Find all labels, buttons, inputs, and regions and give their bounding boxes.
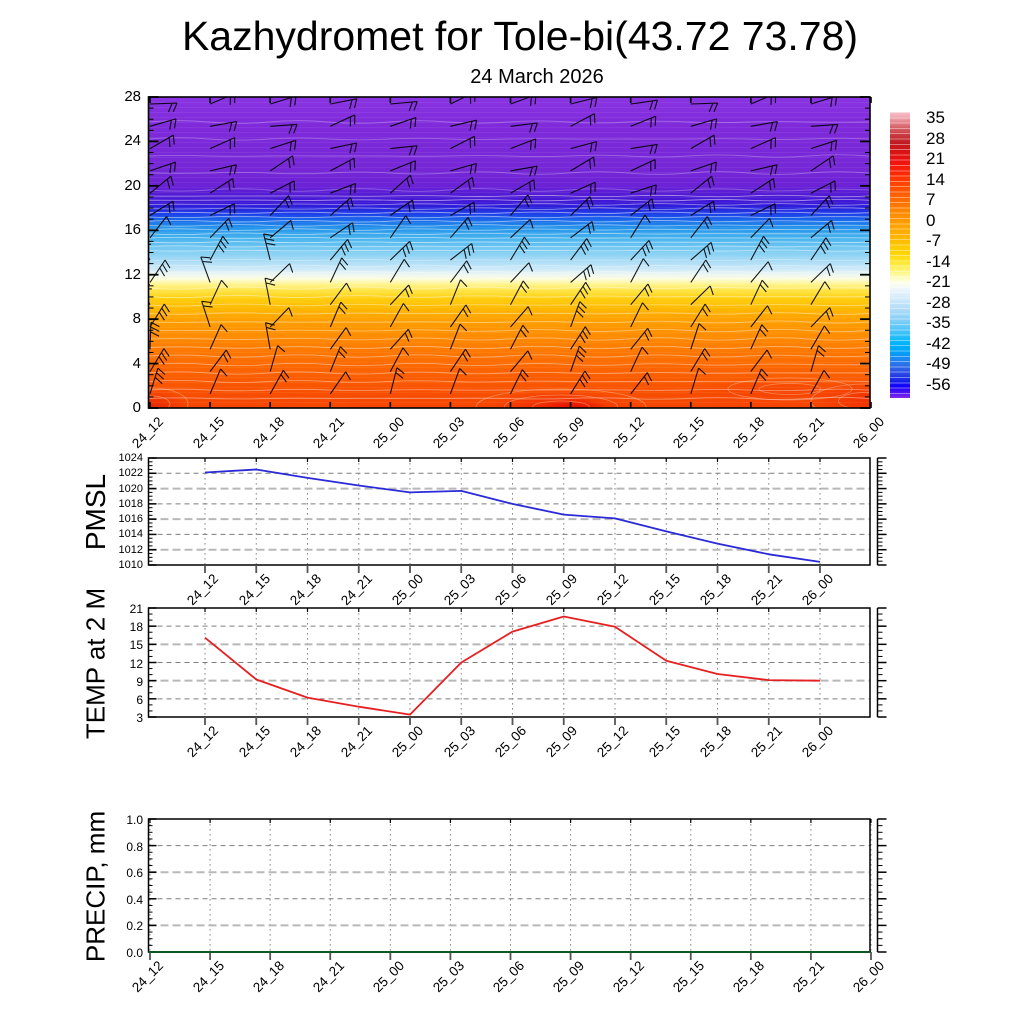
temp-ytick-label: 9 xyxy=(136,674,143,689)
pmsl-xtick-label: 26_00 xyxy=(799,571,837,609)
colorbar-tick-label: -35 xyxy=(926,313,951,332)
colorbar-tick-label: -49 xyxy=(926,354,951,373)
colorbar-tick-label: 21 xyxy=(926,149,945,168)
pmsl-xtick-label: 24_21 xyxy=(338,571,376,609)
temp-axis-title: TEMP at 2 M xyxy=(80,587,111,740)
precip-ytick-label: 0.0 xyxy=(126,946,143,960)
cross-section-ytick-label: 24 xyxy=(124,132,141,150)
pmsl-axis-title: PMSL xyxy=(80,473,111,551)
cross-section-ytick-label: 0 xyxy=(132,399,141,416)
precip-ytick-label: 0.6 xyxy=(126,866,143,881)
cross-section-xtick-label: 25_03 xyxy=(429,414,468,452)
pmsl-xtick-label: 25_03 xyxy=(440,571,478,609)
cross-section-xtick-label: 26_00 xyxy=(850,414,888,452)
colorbar-tick-label: 7 xyxy=(926,190,936,209)
cross-section-ytick-label: 16 xyxy=(124,221,141,239)
precip-xtick-label: 25_15 xyxy=(670,958,708,996)
page-title: Kazhydromet for Tole-bi(43.72 73.78) xyxy=(181,13,859,59)
page-subtitle: 24 March 2026 xyxy=(470,66,604,88)
precip-ytick-label: 1.0 xyxy=(126,813,143,827)
pmsl-ytick-label: 1010 xyxy=(118,559,143,571)
colorbar-tick-label: -28 xyxy=(926,292,951,312)
pmsl-xtick-label: 25_12 xyxy=(594,571,632,609)
precip-xtick-label: 24_12 xyxy=(129,958,167,996)
precip-xtick-label: 25_00 xyxy=(369,958,407,996)
colorbar-tick-label: 28 xyxy=(926,128,945,148)
temp-xtick-label: 25_18 xyxy=(696,723,735,761)
precip-ytick-label: 0.4 xyxy=(126,892,143,907)
temp-xtick-label: 24_18 xyxy=(286,723,325,761)
temp-ytick-label: 15 xyxy=(129,638,143,653)
pmsl-xtick-label: 25_06 xyxy=(491,571,530,609)
colorbar-tick-label: -56 xyxy=(926,374,951,394)
colorbar-tick-label: -42 xyxy=(926,333,951,353)
pmsl-xtick-label: 24_15 xyxy=(235,571,273,609)
precip-ytick-label: 0.8 xyxy=(126,839,143,854)
precip-xtick-label: 26_00 xyxy=(850,958,888,996)
precip-xtick-label: 24_18 xyxy=(249,958,287,996)
precip-xtick-label: 25_03 xyxy=(429,958,468,996)
temp-xtick-label: 25_21 xyxy=(748,723,786,761)
temp-xtick-label: 25_00 xyxy=(389,723,427,761)
colorbar-tick-label: 14 xyxy=(926,169,945,189)
pmsl-xtick-label: 24_18 xyxy=(286,571,325,609)
pmsl-xtick-label: 25_00 xyxy=(389,571,427,609)
precip-ytick-label: 0.2 xyxy=(126,919,143,934)
colorbar-tick-label: -14 xyxy=(926,251,951,271)
temp-xtick-label: 24_12 xyxy=(184,723,222,761)
pmsl-xtick-label: 25_18 xyxy=(696,571,735,609)
cross-section-xtick-label: 25_21 xyxy=(790,414,828,452)
temp-xtick-label: 25_09 xyxy=(543,723,581,761)
temp-xtick-label: 26_00 xyxy=(799,723,837,761)
cross-section-xtick-label: 24_15 xyxy=(189,414,227,452)
precip-xtick-label: 24_21 xyxy=(309,958,347,996)
pmsl-xtick-label: 25_09 xyxy=(543,571,581,609)
pmsl-ytick-label: 1024 xyxy=(118,452,143,464)
pmsl-ytick-label: 1018 xyxy=(118,497,143,510)
colorbar-tick-label: -7 xyxy=(926,231,942,250)
temp-ytick-label: 6 xyxy=(136,692,143,707)
temp-xtick-label: 25_15 xyxy=(645,723,683,761)
precip-xtick-label: 25_12 xyxy=(610,958,648,996)
temp-ytick-label: 3 xyxy=(136,711,143,725)
cross-section-xtick-label: 24_18 xyxy=(249,414,287,452)
temp-ytick-label: 21 xyxy=(129,602,143,616)
cross-section-xtick-label: 25_00 xyxy=(369,414,407,452)
temp-ytick-label: 18 xyxy=(129,620,143,635)
colorbar-tick-label: -21 xyxy=(926,272,951,291)
temp-xtick-label: 25_06 xyxy=(491,723,530,761)
temp-xtick-label: 24_15 xyxy=(235,723,273,761)
temp-xtick-label: 24_21 xyxy=(338,723,376,761)
pmsl-ytick-label: 1016 xyxy=(118,513,143,526)
precip-xtick-label: 25_21 xyxy=(790,958,828,996)
cross-section-xtick-label: 25_18 xyxy=(730,414,768,452)
temp-xtick-label: 25_12 xyxy=(594,723,632,761)
cross-section-xtick-label: 25_06 xyxy=(489,414,528,452)
cross-section-ytick-label: 20 xyxy=(124,176,141,194)
pmsl-ytick-label: 1020 xyxy=(118,482,143,495)
cross-section-xtick-label: 25_12 xyxy=(610,414,648,452)
cross-section-xtick-label: 24_12 xyxy=(129,414,167,452)
cross-section-ytick-label: 12 xyxy=(124,265,141,283)
cross-section-ytick-label: 28 xyxy=(124,88,141,105)
temp-ytick-label: 12 xyxy=(129,656,143,671)
precip-xtick-label: 25_18 xyxy=(730,958,768,996)
pmsl-ytick-label: 1022 xyxy=(118,467,143,480)
precip-xtick-label: 25_06 xyxy=(489,958,528,996)
pmsl-xtick-label: 24_12 xyxy=(184,571,222,609)
precip-xtick-label: 24_15 xyxy=(189,958,227,996)
colorbar-tick-label: 35 xyxy=(926,108,945,127)
pmsl-ytick-label: 1012 xyxy=(118,543,143,556)
cross-section-ytick-label: 8 xyxy=(132,310,141,328)
colorbar-tick-label: 0 xyxy=(926,210,936,230)
precip-xtick-label: 25_09 xyxy=(550,958,588,996)
cross-section-ytick-label: 4 xyxy=(132,354,141,372)
pmsl-xtick-label: 25_15 xyxy=(645,571,683,609)
pmsl-ytick-label: 1014 xyxy=(118,528,143,541)
cross-section-xtick-label: 24_21 xyxy=(309,414,347,452)
pmsl-xtick-label: 25_21 xyxy=(748,571,786,609)
temp-xtick-label: 25_03 xyxy=(440,723,478,761)
precip-axis-title: PRECIP, mm xyxy=(80,810,111,963)
cross-section-xtick-label: 25_09 xyxy=(550,414,588,452)
cross-section-xtick-label: 25_15 xyxy=(670,414,708,452)
